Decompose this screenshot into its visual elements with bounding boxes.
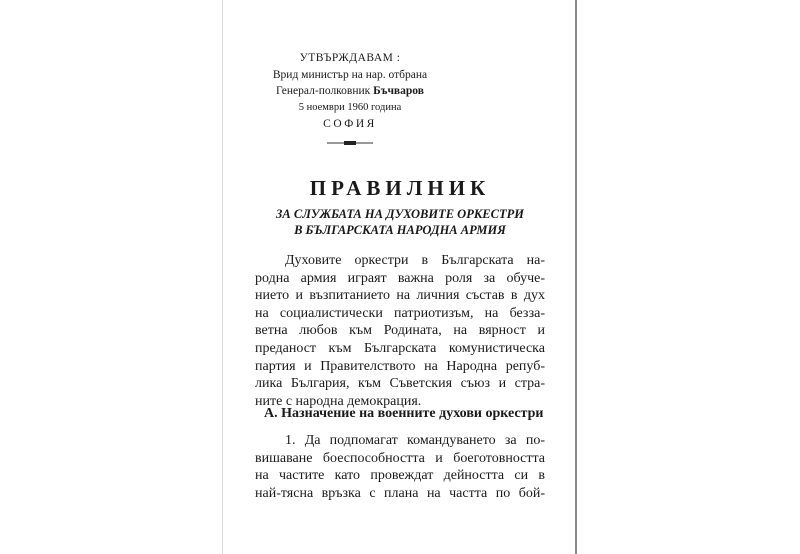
subtitle-line: ЗА СЛУЖБАТА НА ДУХОВИТЕ ОРКЕСТРИ (276, 207, 524, 221)
approval-city: СОФИЯ (323, 118, 377, 130)
text-line: ветна любов към Родината, на вярност и (255, 323, 545, 339)
text-line: на частите като провеждат дейността си в (255, 468, 545, 484)
text-line: вишаване боеспособността и бoeготовността (255, 450, 545, 466)
text-line: лика България, към Съветския съюз и стра- (255, 376, 545, 392)
page-left-edge (222, 0, 223, 554)
approval-rank: Генерал-полковник (276, 85, 371, 97)
text-line: ните с народна демокрация. (255, 393, 422, 409)
approval-position: Врид министър на нар. отбрана (272, 68, 428, 81)
approval-date: 5 ноември 1960 година (298, 101, 402, 113)
text-line: на социалистически патриотизъм, на безза- (255, 305, 545, 321)
page-right-edge (575, 0, 577, 554)
intro-paragraph (255, 252, 545, 410)
section-heading: А. Назначение на военните духови оркестри (264, 406, 544, 421)
text-line: преданост към Българската комунистическа (255, 340, 545, 356)
section-item-1 (255, 432, 545, 502)
approval-heading: УТВЪРЖДАВАМ : (299, 52, 401, 64)
text-line: нието и възпитанието на личния състав в дух (255, 288, 545, 304)
text-line: най-тясна връзка с плана на частта по бой- (255, 485, 545, 501)
text-line: Духовите оркестри в Българската на- (285, 253, 545, 268)
approval-name: Бъчваров (373, 85, 424, 97)
text-line: родна армия играят важна роля за обуче- (255, 270, 545, 286)
subtitle-line: В БЪЛГАРСКАТА НАРОДНА АРМИЯ (294, 223, 506, 237)
text-line: 1. Да подпомагат командуването за по- (285, 433, 545, 448)
text-line: партия и Правителството на Народна репуб- (255, 358, 545, 374)
document-title: ПРАВИЛНИК (309, 176, 491, 200)
document-subtitle (222, 206, 578, 238)
approval-signatory (250, 83, 450, 100)
ornament-divider-icon (327, 140, 373, 146)
approval-block (250, 50, 450, 133)
